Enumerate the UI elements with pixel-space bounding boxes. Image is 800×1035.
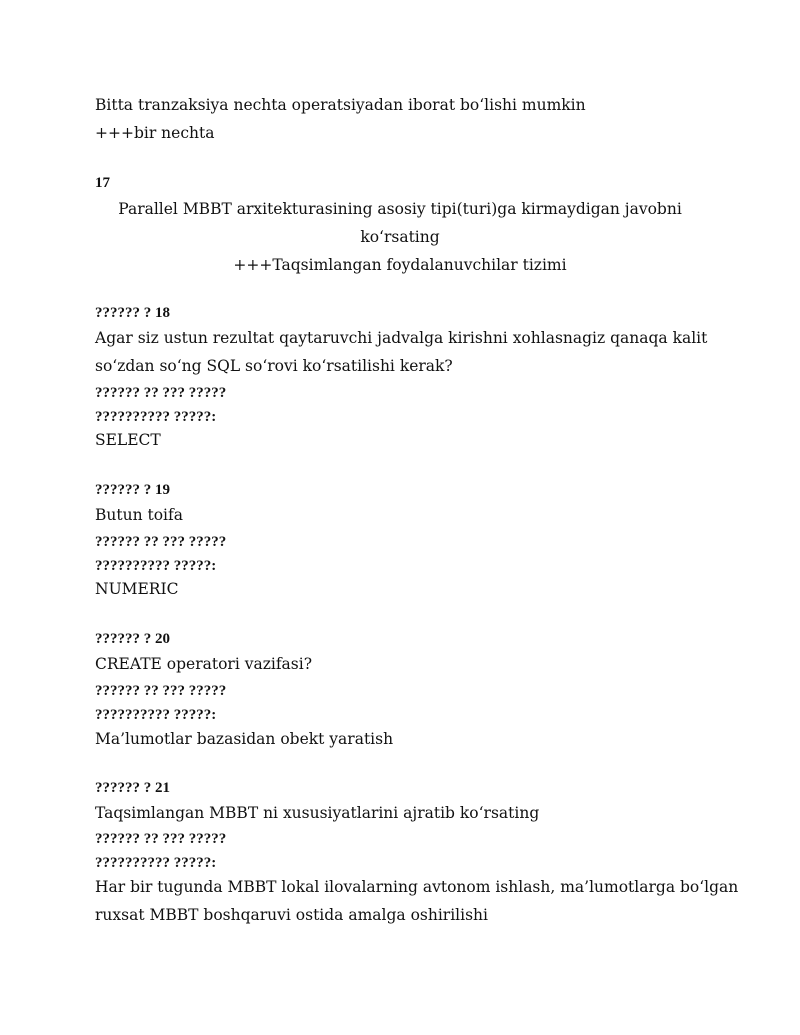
- question-18-answer: SELECT: [95, 431, 161, 449]
- question-21-answer-line2: ruxsat MBBT boshqaruvi ostida amalga oshirilishi: [95, 906, 488, 924]
- question-number-17: 17: [95, 175, 110, 191]
- question-19-text: Butun toifa: [95, 506, 183, 524]
- question-20-header: ?????? ? 20: [95, 631, 170, 647]
- question-21-header: ?????? ? 21: [95, 780, 170, 796]
- question-20-meta1: ?????? ?? ??? ?????: [95, 683, 227, 699]
- question-21-answer-line1: Har bir tugunda MBBT lokal ilovalarning avtonom ishlash, ma’lumotlarga bo‘lgan: [95, 878, 739, 896]
- question-18-text-line1: Agar siz ustun rezultat qaytaruvchi jadvalga kirishni xohlasnagiz qanaqa kalit: [95, 329, 708, 347]
- question-19-meta2: ?????????? ?????:: [95, 558, 217, 574]
- question-20-answer: Ma’lumotlar bazasidan obekt yaratish: [95, 730, 394, 748]
- question-20-text: CREATE operatori vazifasi?: [95, 655, 313, 673]
- question-21-meta1: ?????? ?? ??? ?????: [95, 831, 227, 847]
- question-17-text-line2: ko‘rsating: [360, 228, 440, 246]
- question-18-meta2: ?????????? ?????:: [95, 409, 217, 425]
- question-21-text: Taqsimlangan MBBT ni xususiyatlarini ajratib ko‘rsating: [95, 804, 540, 822]
- question-17-answer: +++Taqsimlangan foydalanuvchilar tizimi: [233, 256, 567, 274]
- question-18-text-line2: so‘zdan so‘ng SQL so‘rovi ko‘rsatilishi kerak?: [95, 357, 453, 375]
- question-19-answer: NUMERIC: [95, 580, 179, 598]
- question-18-header: ?????? ? 18: [95, 305, 170, 321]
- question-19-header: ?????? ? 19: [95, 482, 170, 498]
- question-17-text-line1: Parallel MBBT arxitekturasining asosiy tipi(turi)ga kirmaydigan javobni: [118, 200, 682, 218]
- question-21-meta2: ?????????? ?????:: [95, 855, 217, 871]
- intro-answer: +++bir nechta: [95, 124, 215, 142]
- question-19-meta1: ?????? ?? ??? ?????: [95, 534, 227, 550]
- intro-question: Bitta tranzaksiya nechta operatsiyadan iborat bo‘lishi mumkin: [95, 96, 586, 114]
- question-18-meta1: ?????? ?? ??? ?????: [95, 385, 227, 401]
- question-20-meta2: ?????????? ?????:: [95, 707, 217, 723]
